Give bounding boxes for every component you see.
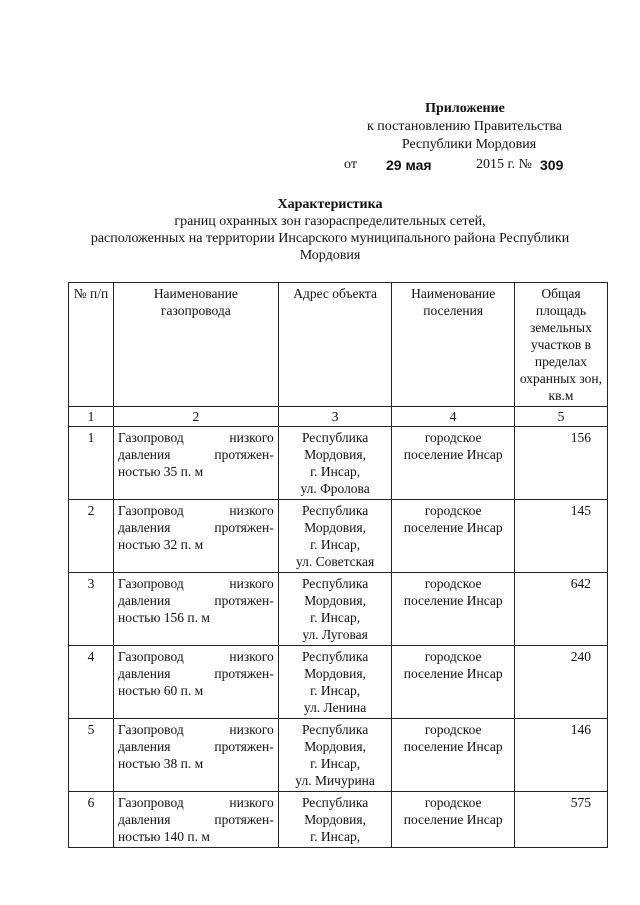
row-area: 642 <box>514 573 607 646</box>
row-settlement <box>392 646 514 719</box>
dateline-year: 2015 г. № <box>476 157 533 172</box>
row-settlement <box>392 719 514 792</box>
header-num: № п/п <box>69 283 114 407</box>
header-area: Общая площадь земельных участков в пределах охранных зон, кв.м <box>514 283 607 407</box>
document-heading <box>40 196 620 264</box>
address-line: ул. Ленина <box>303 700 367 715</box>
row-address <box>278 792 392 848</box>
row-address <box>278 573 392 646</box>
row-num: 1 <box>69 427 114 500</box>
row-num: 4 <box>69 646 114 719</box>
row-pipeline <box>113 573 278 646</box>
address-line: г. Инсар, <box>310 829 361 844</box>
column-number: 3 <box>278 407 392 427</box>
address-line: г. Инсар, <box>310 610 361 625</box>
address-line: г. Инсар, <box>310 464 361 479</box>
pipeline-line: давления протяжен- <box>117 593 274 608</box>
row-num: 5 <box>69 719 114 792</box>
settlement-line: городское <box>424 503 482 518</box>
heading-line-1: границ охранных зон газораспределительных сетей, <box>174 214 486 229</box>
pipeline-line: ностью 140 п. м <box>117 829 210 844</box>
settlement-line: городское <box>424 722 482 737</box>
address-line: Мордовия, <box>304 666 366 681</box>
column-number: 4 <box>392 407 514 427</box>
pipeline-line: ностью 38 п. м <box>117 756 204 771</box>
row-area: 146 <box>514 719 607 792</box>
pipeline-line: Газопровод низкого <box>117 795 274 810</box>
dateline-from-label: от <box>344 157 357 172</box>
row-num: 6 <box>69 792 114 848</box>
column-number-row <box>69 407 608 427</box>
pipeline-line: Газопровод низкого <box>117 649 274 664</box>
pipeline-line: ностью 156 п. м <box>117 610 210 625</box>
address-line: Мордовия, <box>304 447 366 462</box>
row-pipeline <box>113 719 278 792</box>
row-area: 145 <box>514 500 607 573</box>
address-line: ул. Мичурина <box>295 773 375 788</box>
row-address <box>278 427 392 500</box>
appendix-line-2: Республики Мордовия <box>401 137 537 152</box>
row-address <box>278 646 392 719</box>
address-line: Республика <box>301 576 369 591</box>
header-address: Адрес объекта <box>278 283 392 407</box>
header-settlement: Наименование поселения <box>392 283 514 407</box>
settlement-line: поселение Инсар <box>403 447 503 462</box>
address-line: г. Инсар, <box>310 756 361 771</box>
appendix-dateline <box>330 156 590 176</box>
address-line: Республика <box>301 649 369 664</box>
row-settlement <box>392 792 514 848</box>
column-number: 2 <box>113 407 278 427</box>
appendix-line-1: к постановлению Правительства <box>366 119 562 134</box>
heading-line-3: Мордовия <box>299 248 361 263</box>
row-area: 575 <box>514 792 607 848</box>
address-line: г. Инсар, <box>310 683 361 698</box>
appendix-block <box>330 100 590 176</box>
address-line: Мордовия, <box>304 812 366 827</box>
header-name: Наименование газопровода <box>113 283 278 407</box>
address-line: Мордовия, <box>304 739 366 754</box>
row-address <box>278 719 392 792</box>
table-row <box>69 573 608 646</box>
row-settlement <box>392 427 514 500</box>
pipeline-line: давления протяжен- <box>117 666 274 681</box>
settlement-line: поселение Инсар <box>403 520 503 535</box>
row-settlement <box>392 500 514 573</box>
address-line: Республика <box>301 795 369 810</box>
pipeline-line: Газопровод низкого <box>117 576 274 591</box>
address-line: г. Инсар, <box>310 537 361 552</box>
heading-title: Характеристика <box>277 197 383 212</box>
table-row <box>69 719 608 792</box>
address-line: Мордовия, <box>304 593 366 608</box>
settlement-line: поселение Инсар <box>403 812 503 827</box>
settlement-line: городское <box>424 430 482 445</box>
address-line: ул. Луговая <box>302 627 368 642</box>
table-row <box>69 427 608 500</box>
row-num: 3 <box>69 573 114 646</box>
table-header-row <box>69 283 608 407</box>
settlement-line: городское <box>424 649 482 664</box>
pipeline-line: давления протяжен- <box>117 812 274 827</box>
row-num: 2 <box>69 500 114 573</box>
settlement-line: городское <box>424 795 482 810</box>
row-pipeline <box>113 792 278 848</box>
pipeline-line: Газопровод низкого <box>117 722 274 737</box>
address-line: Республика <box>301 722 369 737</box>
row-address <box>278 500 392 573</box>
pipeline-line: давления протяжен- <box>117 447 274 462</box>
row-pipeline <box>113 500 278 573</box>
settlement-line: поселение Инсар <box>403 739 503 754</box>
pipeline-line: ностью 32 п. м <box>117 537 204 552</box>
dateline-number: 309 <box>540 157 564 173</box>
settlement-line: поселение Инсар <box>403 666 503 681</box>
heading-line-2: расположенных на территории Инсарского муниципального района Республики <box>90 231 570 246</box>
row-settlement <box>392 573 514 646</box>
pipeline-line: Газопровод низкого <box>117 430 274 445</box>
row-pipeline <box>113 646 278 719</box>
address-line: ул. Советская <box>295 554 375 569</box>
pipeline-line: давления протяжен- <box>117 739 274 754</box>
pipeline-line: Газопровод низкого <box>117 503 274 518</box>
pipeline-line: ностью 60 п. м <box>117 683 204 698</box>
address-line: ул. Фролова <box>300 481 370 496</box>
pipeline-line: ностью 35 п. м <box>117 464 204 479</box>
settlement-line: городское <box>424 576 482 591</box>
row-area: 156 <box>514 427 607 500</box>
dateline-day: 29 мая <box>386 157 432 173</box>
row-area: 240 <box>514 646 607 719</box>
settlement-line: поселение Инсар <box>403 593 503 608</box>
table-row <box>69 646 608 719</box>
address-line: Республика <box>301 503 369 518</box>
table-row <box>69 792 608 848</box>
column-number: 1 <box>69 407 114 427</box>
pipeline-line: давления протяжен- <box>117 520 274 535</box>
table-row <box>69 500 608 573</box>
zones-table <box>68 282 608 848</box>
appendix-title: Приложение <box>425 101 505 116</box>
row-pipeline <box>113 427 278 500</box>
address-line: Республика <box>301 430 369 445</box>
address-line: Мордовия, <box>304 520 366 535</box>
column-number: 5 <box>514 407 607 427</box>
